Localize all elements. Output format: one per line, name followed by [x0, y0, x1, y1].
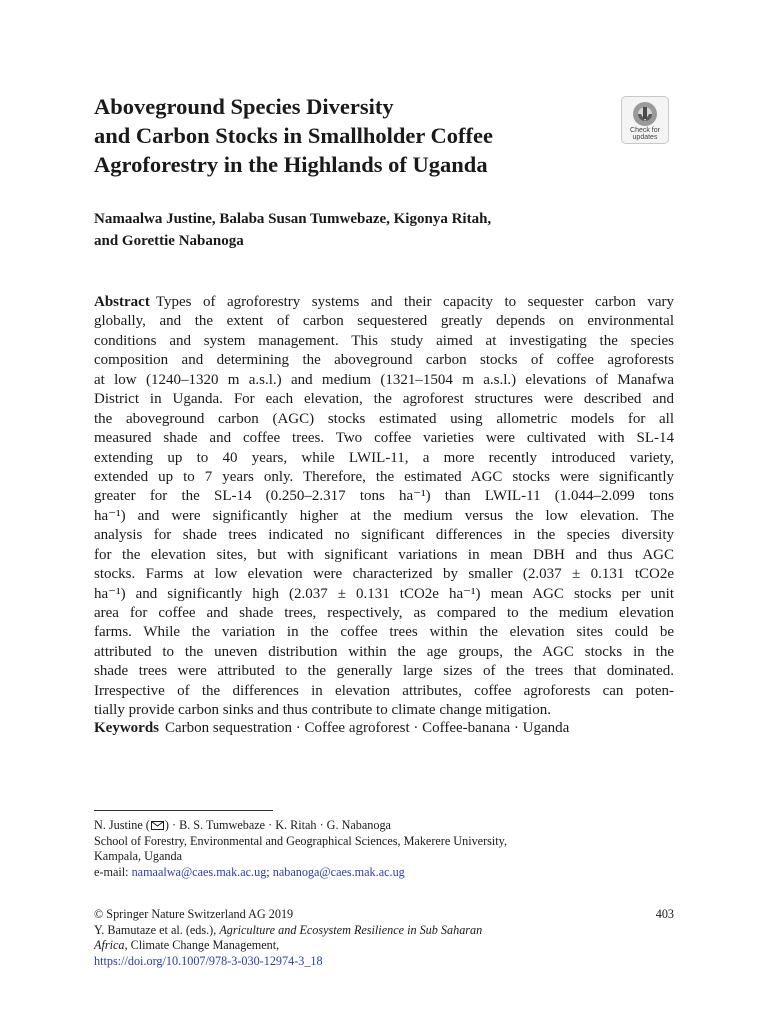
abstract-line: attributed to the uneven distribution within the age groups, the AGC stocks in the [94, 643, 674, 660]
abstract-line: conditions and system management. This study aimed at investigating the species [94, 332, 674, 349]
abstract-line: extending up to 40 years, while LWIL-11, a more recently introduced variety, [94, 449, 674, 466]
email-link[interactable]: nabanoga@caes.mak.ac.ug [272, 864, 405, 879]
abstract-line: tially provide carbon sinks and thus contribute to climate change mitigation. [94, 702, 551, 719]
book-citation-line: Y. Bamutaze et al. (eds.), Agriculture and Ecosystem Resilience in Sub Saharan [94, 922, 483, 937]
abstract-line: analysis for shade trees indicated no significant differences in the species diversity [94, 527, 674, 544]
title-line: Aboveground Species Diversity [94, 94, 394, 119]
title-line: and Carbon Stocks in Smallholder Coffee [94, 123, 494, 148]
publication-footer [94, 907, 674, 969]
badge-label: updates [632, 134, 658, 141]
email-link[interactable]: namaalwa@caes.mak.ac.ug [131, 864, 267, 879]
abstract-line: District in Uganda. For each elevation, the agroforest structures were described and [94, 391, 674, 408]
abstract-line: stocks. Farms at low elevation were characterized by smaller (2.037 ± 0.131 tCO2e [94, 566, 674, 583]
author-list [94, 208, 674, 252]
affiliation-institution: School of Forestry, Environmental and Geographical Sciences, Makerere University, [94, 833, 508, 848]
affiliation-authors: N. Justine ( ) · B. S. Tumwebaze · K. Ritah · G. Nabanoga [94, 818, 391, 832]
crossmark-icon [632, 101, 658, 127]
doi-link[interactable]: https://doi.org/10.1007/978-3-030-12974-3_18 [94, 953, 323, 968]
abstract-line: greater for the SL-14 (0.250–2.317 tons ha⁻¹) than LWIL-11 (1.044–2.099 tons [94, 488, 674, 505]
chapter-title [94, 92, 614, 179]
abstract-line: extended up to 7 years only. Therefore, the estimated AGC stocks were significantly [94, 468, 674, 485]
abstract-line: shade trees were attributed to the generally large sizes of the trees that dominated. [94, 663, 674, 680]
abstract-label: Abstract [94, 294, 150, 310]
abstract [94, 293, 674, 721]
abstract-line: Irrespective of the differences in elevation attributes, coffee agroforests can poten- [94, 682, 674, 699]
abstract-line: composition and determining the aboveground carbon stocks of coffee agroforests [94, 352, 674, 369]
abstract-line: farms. While the variation in the coffee trees within the elevation sites could be [94, 624, 674, 641]
author-line: and Gorettie Nabanoga [94, 233, 244, 249]
envelope-icon[interactable] [151, 821, 164, 830]
badge-label: Check for [630, 127, 660, 134]
footnote-divider [94, 810, 273, 811]
keywords [94, 718, 674, 738]
keywords-label: Keywords [94, 720, 159, 736]
copyright-line: © Springer Nature Switzerland AG 2019 [94, 907, 294, 921]
abstract-line: ha⁻¹) and significantly high (2.037 ± 0.131 tCO2e ha⁻¹) mean AGC stocks per unit [94, 585, 674, 602]
abstract-line: the aboveground carbon (AGC) stocks estimated using allometric models for all [94, 410, 674, 427]
book-citation-line: Africa, Climate Change Management, [94, 938, 280, 952]
keywords-text: Carbon sequestration · Coffee agroforest · Coffee-banana · Uganda [165, 720, 570, 736]
abstract-line: globally, and the extent of carbon sequestered greatly depends on environmental [94, 313, 674, 330]
page-number: 403 [655, 907, 674, 921]
doi-line [94, 954, 674, 970]
check-for-updates-badge[interactable] [621, 96, 669, 144]
affiliation-email: e-mail: namaalwa@caes.mak.ac.ug; nabanoga@caes.mak.ac.ug [94, 864, 405, 879]
abstract-line: area for coffee and shade trees, respectively, as compared to the medium elevation [94, 605, 674, 621]
abstract-line: at low (1240–1320 m a.s.l.) and medium (1321–1504 m a.s.l.) elevations of Manafwa [94, 371, 674, 388]
abstract-line: ha⁻¹) and were significantly higher at the medium versus the low elevation. The [94, 507, 674, 524]
abstract-line: for the elevation sites, but with significant variations in mean DBH and thus AGC [94, 546, 674, 563]
affiliation-location: Kampala, Uganda [94, 849, 182, 863]
abstract-line: measured shade and coffee trees. Two coffee varieties were cultivated with SL-14 [94, 430, 674, 447]
author-line: Namaalwa Justine, Balaba Susan Tumwebaze, Kigonya Ritah, [94, 211, 492, 227]
author-affiliation [94, 818, 674, 880]
title-line: Agroforestry in the Highlands of Uganda [94, 152, 488, 177]
abstract-line: Abstract Types of agroforestry systems and their capacity to sequester carbon vary [94, 294, 674, 310]
